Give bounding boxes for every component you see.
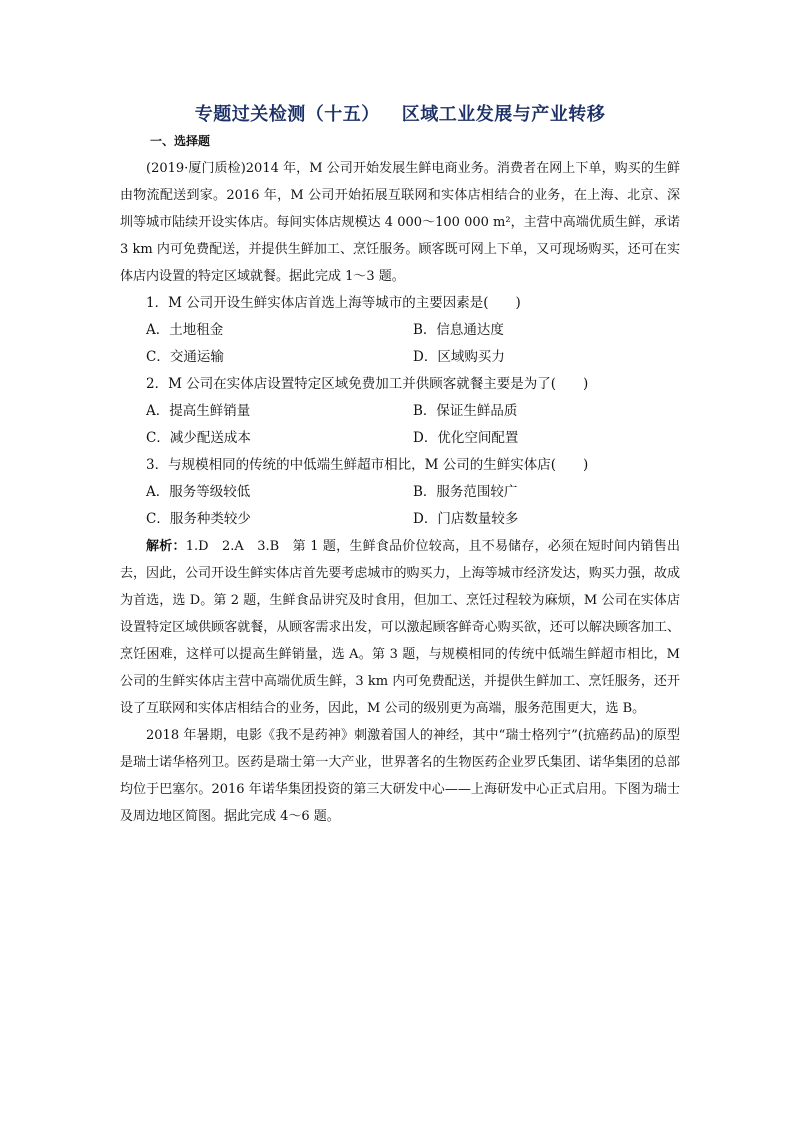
option-row — [120, 425, 680, 452]
question-1 — [120, 290, 680, 371]
option-d[interactable]: D．优化空间配置 — [413, 430, 519, 446]
option-b[interactable]: B．保证生鲜品质 — [413, 403, 518, 419]
option-c[interactable]: C．减少配送成本 — [146, 430, 251, 446]
option-d[interactable]: D．门店数量较多 — [413, 511, 519, 527]
question-3 — [120, 452, 680, 533]
analysis — [120, 533, 680, 722]
analysis-text: 1.D 2.A 3.B 第 1 题，生鲜食品价位较高，且不易储存，必须在短时间内销售出去，因此，公司开设生鲜实体店首先要考虑城市的购买力，上海等城市经济发达，购买力强，故成为首选，选 D。第 2 题，生鲜食品讲究及时食用，但加工、烹饪过程较为麻烦，M 公司在实体店设置特定区域供顾客就餐，从顾客需求出发，可以激起顾客鲜奇心购买欲，还可以解决顾客加工、烹饪困难，这样可以提高生鲜销量，选 A。第 3 题，与规模相同的传统中低端生鲜超市相比，M 公司的生鲜实体店主营中高端优质生鲜，3 km 内可免费配送，并提供生鲜加工、烹饪服务，还开设了互联网和实体店相结合的业务，因此，M 公司的级别更为高端，服务范围更大，选 B。 — [120, 539, 680, 716]
option-a[interactable]: A．提高生鲜销量 — [146, 403, 251, 419]
title-main: 专题过关检测（十五） — [194, 104, 380, 125]
document-page — [120, 100, 680, 830]
section-heading: 一、选择题 — [150, 134, 211, 148]
question-stem: 2．M 公司在实体店设置特定区域免费加工并供顾客就餐主要是为了( ) — [146, 376, 589, 392]
option-d[interactable]: D．区域购买力 — [413, 349, 505, 365]
option-row — [120, 317, 680, 344]
passage-2: 2018 年暑期，电影《我不是药神》刺激着国人的神经，其中“瑞士格列宁”(抗癌药品)的原型是瑞士诺华格列卫。医药是瑞士第一大产业，世界著名的生物医药企业罗氏集团、诺华集团的总部均位于巴塞尔。2016 年诺华集团投资的第三大研发中心——上海研发中心正式启用。下图为瑞士及周边地区简图。据此完成 4～6 题。 — [120, 728, 680, 824]
passage-1: (2019·厦门质检)2014 年，M 公司开始发展生鲜电商业务。消费者在网上下单，购买的生鲜由物流配送到家。2016 年，M 公司开始拓展互联网和实体店相结合的业务，在上海、北京、深圳等城市陆续开设实体店。每间实体店规模达 4 000～100 000 m²，主营中高端优质生鲜，承诺 3 km 内可免费配送，并提供生鲜加工、烹饪服务。顾客既可网上下单，又可现场购买，还可在实体店内设置的特定区域就餐。据此完成 1～3 题。 — [120, 161, 680, 284]
option-b[interactable]: B．服务范围较广 — [413, 484, 518, 500]
option-row — [120, 398, 680, 425]
option-c[interactable]: C．服务种类较少 — [146, 511, 251, 527]
option-b[interactable]: B．信息通达度 — [413, 322, 504, 338]
option-c[interactable]: C．交通运输 — [146, 349, 224, 365]
question-stem: 1．M 公司开设生鲜实体店首选上海等城市的主要因素是( ) — [146, 295, 521, 311]
title-subtitle: 区域工业发展与产业转移 — [401, 104, 606, 125]
question-stem: 3．与规模相同的传统的中低端生鲜超市相比，M 公司的生鲜实体店( ) — [146, 457, 589, 473]
question-2 — [120, 371, 680, 452]
option-a[interactable]: A．服务等级较低 — [146, 484, 251, 500]
page-title — [120, 100, 680, 126]
option-row — [120, 479, 680, 506]
option-a[interactable]: A．土地租金 — [146, 322, 224, 338]
analysis-label: 解析： — [146, 539, 186, 554]
option-row — [120, 506, 680, 533]
option-row — [120, 344, 680, 371]
